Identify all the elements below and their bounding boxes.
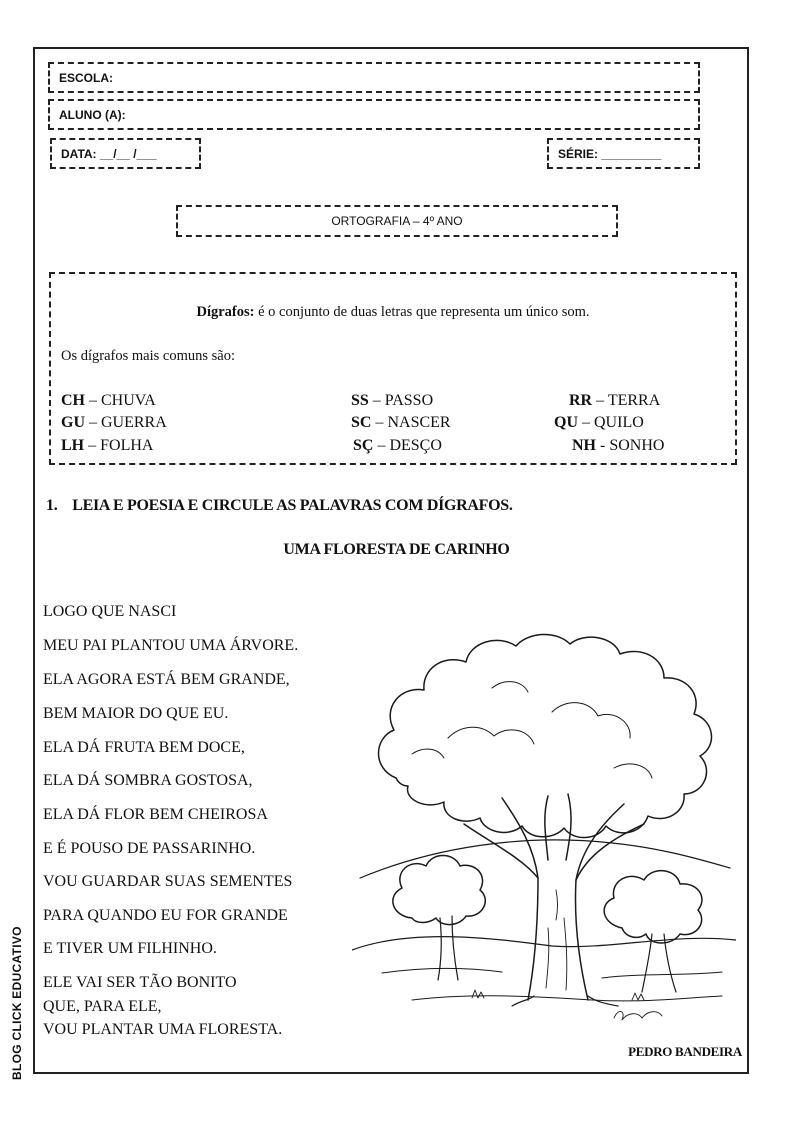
digraph-intro: Os dígrafos mais comuns são:: [61, 348, 235, 364]
poem-line: E É POUSO DE PASSARINHO.: [43, 840, 256, 857]
poem-line: ELA DÁ FRUTA BEM DOCE,: [43, 739, 245, 756]
poem-line: ELA AGORA ESTÁ BEM GRANDE,: [43, 671, 290, 688]
digraph-pair: SC: [351, 414, 372, 431]
digraph-pair: QU: [554, 414, 578, 431]
exercise-number: 1.: [46, 497, 58, 514]
digraph-item: [351, 392, 433, 410]
digraph-pair: CH: [61, 392, 85, 409]
poem-line: VOU GUARDAR SUAS SEMENTES: [43, 873, 293, 890]
digraph-item: [351, 414, 451, 432]
digraph-pair: GU: [61, 414, 85, 431]
digraph-item: [61, 392, 156, 410]
page-title: ORTOGRAFIA – 4º ANO: [331, 214, 463, 228]
digraph-pair: RR: [569, 392, 593, 409]
digraph-example: - SONHO: [596, 437, 665, 454]
poem-title: UMA FLORESTA DE CARINHO: [283, 541, 510, 558]
poem-line: QUE, PARA ELE,: [43, 998, 162, 1015]
poem-line: BEM MAIOR DO QUE EU.: [43, 705, 229, 722]
poem-line: LOGO QUE NASCI: [43, 603, 177, 620]
digraph-term: Dígrafos:: [196, 304, 255, 320]
digraph-example: – FOLHA: [84, 437, 154, 454]
digraph-example: – DESÇO: [373, 437, 442, 454]
poem-line: ELA DÁ FLOR BEM CHEIROSA: [43, 806, 268, 823]
digraph-pair: SS: [351, 392, 369, 409]
student-field[interactable]: [48, 99, 700, 130]
digraph-item: [572, 437, 664, 455]
school-label: ESCOLA:: [59, 70, 113, 85]
digraph-example: – PASSO: [368, 392, 434, 409]
date-field[interactable]: [50, 138, 201, 169]
title-box: [176, 205, 618, 237]
poem-line: ELA DÁ SOMBRA GOSTOSA,: [43, 772, 253, 789]
student-label: ALUNO (A):: [59, 107, 126, 122]
digraph-item: [61, 414, 167, 432]
poem-author: PEDRO BANDEIRA: [628, 1044, 742, 1059]
poem-line: ELE VAI SER TÃO BONITO: [43, 974, 237, 991]
date-label: DATA: __/__ /___: [61, 146, 157, 161]
grade-label: SÉRIE: _________: [558, 146, 662, 161]
digraph-example: – GUERRA: [85, 414, 167, 431]
grade-field[interactable]: [547, 138, 700, 169]
digraph-pair: NH: [572, 437, 596, 454]
poem-line: VOU PLANTAR UMA FLORESTA.: [43, 1021, 283, 1038]
digraph-box: [49, 272, 737, 465]
digraph-item: [554, 414, 644, 432]
digraph-item: [569, 392, 660, 410]
school-field[interactable]: [48, 62, 700, 93]
poem-line: MEU PAI PLANTOU UMA ÁRVORE.: [43, 637, 299, 654]
exercise-text: LEIA E POESIA E CIRCULE AS PALAVRAS COM DÍGRAFOS.: [72, 497, 513, 514]
digraph-example: – NASCER: [371, 414, 451, 431]
poem-line: PARA QUANDO EU FOR GRANDE: [43, 907, 288, 924]
digraph-example: – QUILO: [578, 414, 644, 431]
digraph-example: – TERRA: [592, 392, 661, 409]
digraph-item: [353, 437, 442, 455]
digraph-pair: LH: [61, 437, 85, 454]
exercise-instruction: [46, 497, 513, 515]
digraph-item: [61, 437, 153, 455]
tree-illustration: [352, 628, 736, 1030]
digraph-pair: SÇ: [353, 437, 374, 454]
poem-line: E TIVER UM FILHINHO.: [43, 940, 217, 957]
digraph-definition-text: é o conjunto de duas letras que representa um único som.: [254, 304, 590, 320]
digraph-example: – CHUVA: [85, 392, 156, 409]
digraph-definition: [51, 304, 735, 321]
side-blog-label: BLOG CLICK EDUCATIVO: [10, 926, 24, 1080]
